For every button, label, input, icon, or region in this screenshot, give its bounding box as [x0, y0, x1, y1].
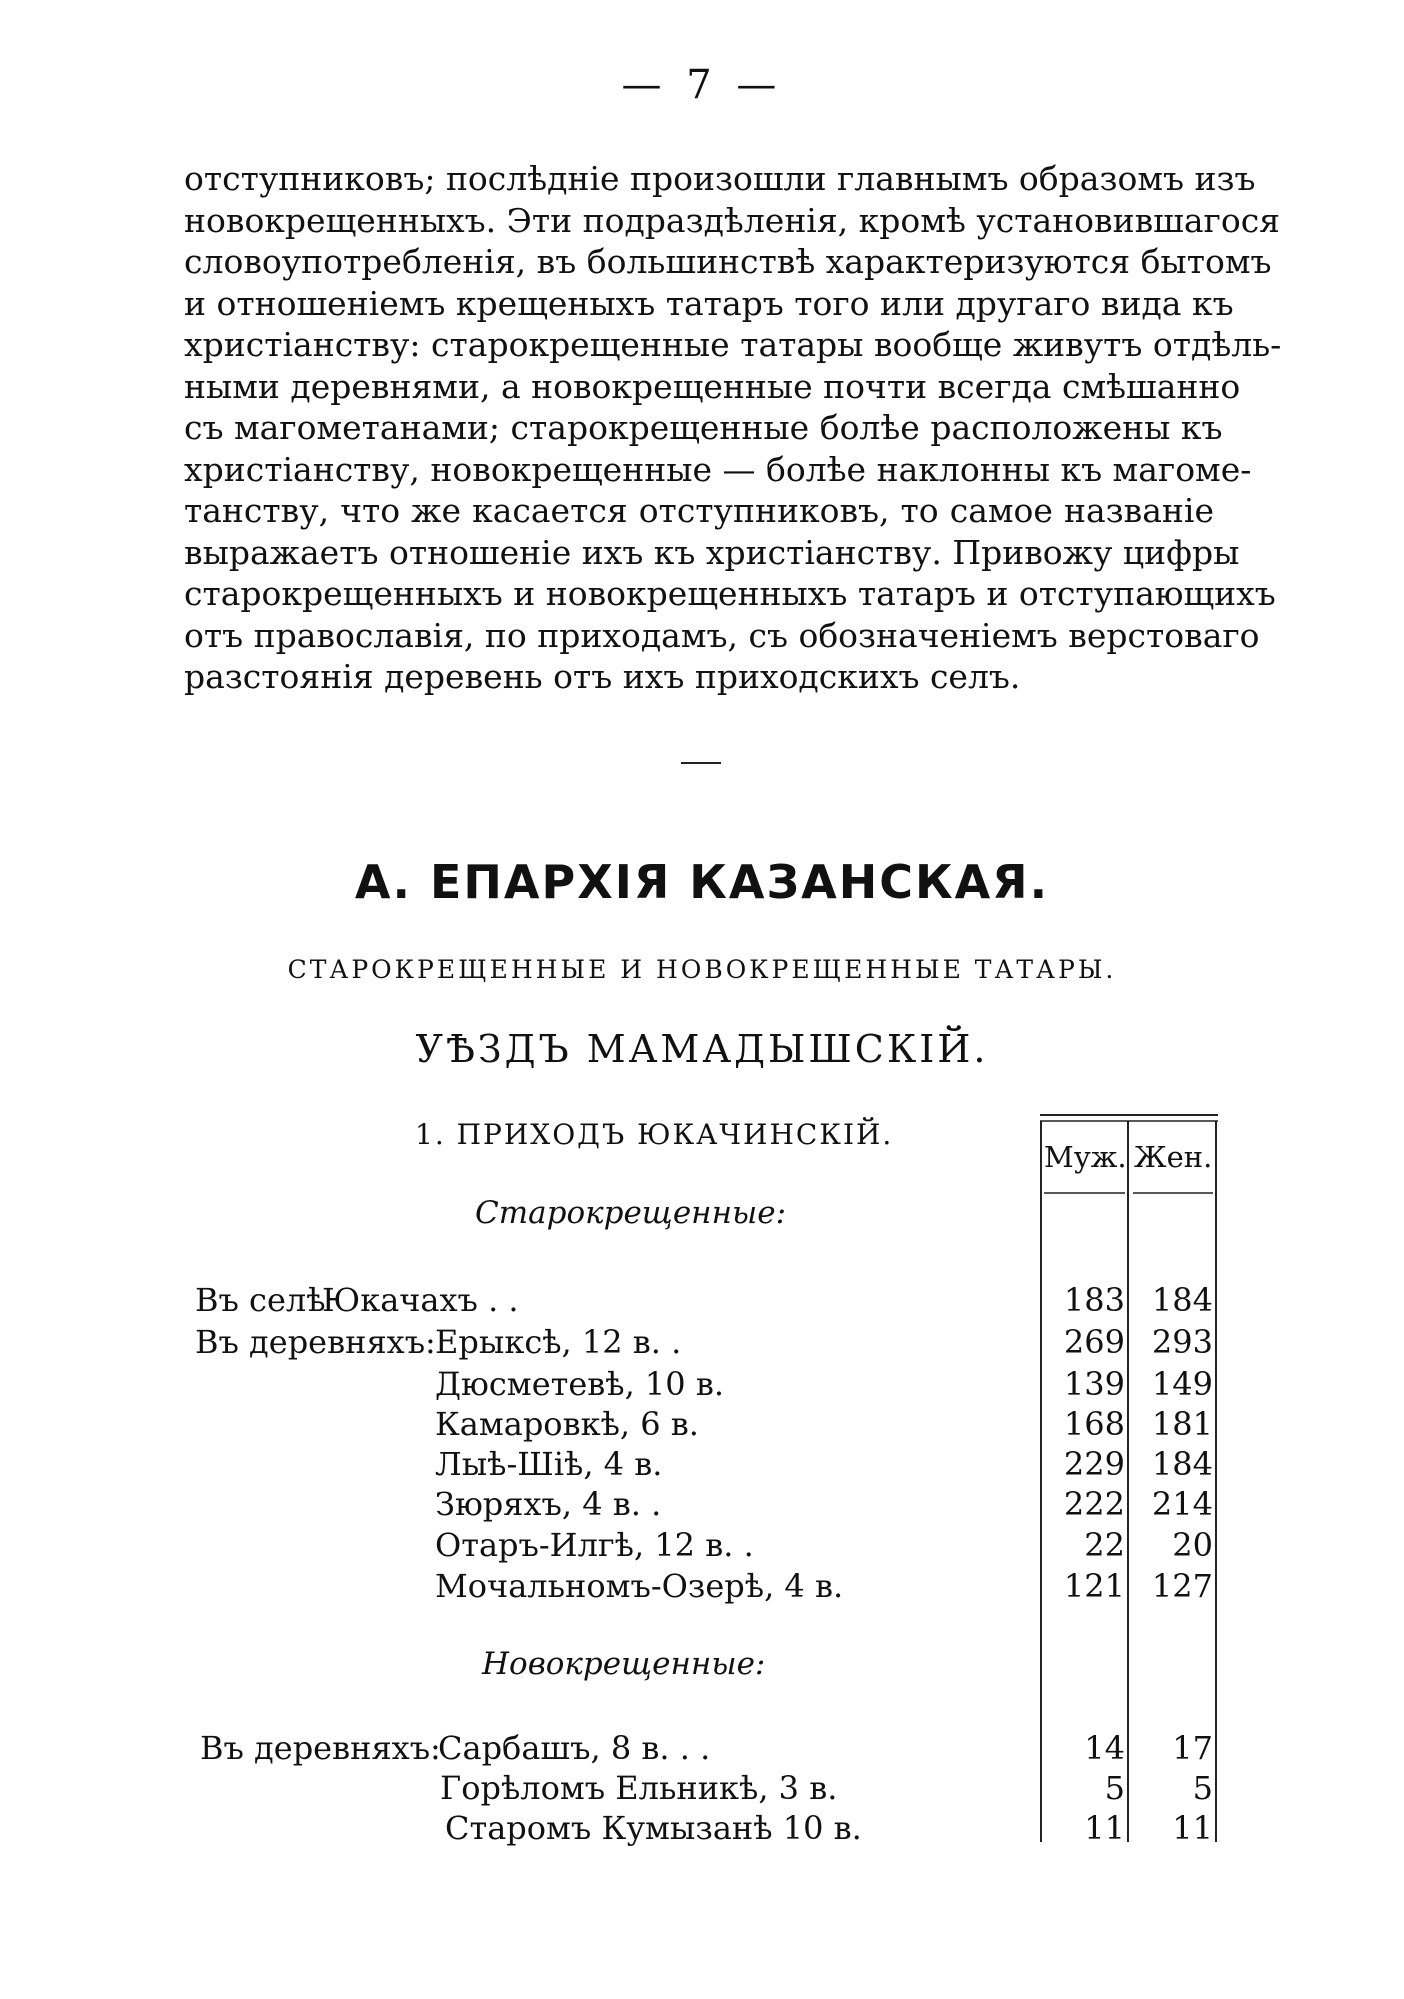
- column-header-women: Жен.: [1134, 1140, 1213, 1174]
- row-place: Зюряхъ, 4 в. .: [435, 1485, 662, 1523]
- text-line: и отношеніемъ крещеныхъ татаръ того или другаго вида къ: [184, 283, 1234, 323]
- table-row: [0, 1525, 1404, 1565]
- row-men: 5: [1104, 1769, 1125, 1807]
- text-line: танству, что же касается отступниковъ, то самое названіе: [184, 491, 1214, 530]
- group-title-new: Новокрещенные:: [482, 1646, 766, 1682]
- row-place: Старомъ Кумызанѣ 10 в.: [445, 1809, 862, 1847]
- row-men: 222: [1063, 1485, 1125, 1523]
- section-separator: [681, 762, 721, 764]
- group-title-old: Старокрещенные:: [475, 1195, 787, 1231]
- text-line: разстоянія деревень отъ ихъ приходскихъ селъ.: [184, 657, 1021, 696]
- row-women: 184: [1151, 1281, 1213, 1319]
- row-place: Камаровкѣ, 6 в.: [435, 1405, 699, 1443]
- row-lead: Въ деревняхъ:: [200, 1729, 441, 1767]
- row-lead: Въ деревняхъ:: [195, 1323, 436, 1361]
- table-row: [0, 1322, 1404, 1362]
- text-line: выражаетъ отношеніе ихъ къ христіанству. Привожу цифры: [184, 532, 1240, 572]
- table-row: [0, 1364, 1404, 1404]
- text-line: христіанству: старокрещенные татары вообще живутъ отдѣль-: [184, 325, 1282, 364]
- text-line: христіанству, новокрещенные — болѣе наклонны къ магоме-: [184, 449, 1252, 489]
- row-place: Лыѣ-Шіѣ, 4 в.: [435, 1445, 663, 1483]
- section-heading: А. ЕПАРХІЯ КАЗАНСКАЯ.: [354, 855, 1050, 909]
- table-row: [0, 1566, 1404, 1606]
- row-place: Дюсметевѣ, 10 в.: [435, 1365, 724, 1403]
- row-men: 139: [1063, 1365, 1125, 1403]
- row-men: 183: [1063, 1281, 1125, 1319]
- text-line: новокрещенныхъ. Эти подраздѣленія, кромѣ установившагося: [184, 200, 1280, 240]
- table-row: [0, 1404, 1404, 1444]
- row-women: 127: [1151, 1567, 1213, 1605]
- row-women: 20: [1172, 1526, 1213, 1564]
- row-place: Ерыксѣ, 12 в. .: [435, 1323, 682, 1361]
- row-place: Отаръ-Илгѣ, 12 в. .: [435, 1526, 754, 1564]
- row-men: 11: [1084, 1809, 1125, 1847]
- subheading: СТАРОКРЕЩЕННЫЕ И НОВОКРЕЩЕННЫЕ ТАТАРЫ.: [287, 955, 1117, 984]
- row-place: Горѣломъ Ельникѣ, 3 в.: [440, 1769, 838, 1807]
- row-women: 293: [1151, 1323, 1213, 1361]
- text-line: ными деревнями, а новокрещенные почти всегда смѣшанно: [184, 366, 1241, 406]
- body-paragraph: [184, 158, 1282, 698]
- text-line: съ магометанами; старокрещенные болѣе расположены къ: [184, 408, 1223, 447]
- row-men: 121: [1063, 1567, 1125, 1605]
- parish-title: 1. ПРИХОДЪ ЮКАЧИНСКІЙ.: [415, 1118, 894, 1151]
- row-men: 22: [1084, 1526, 1125, 1564]
- table-row: [0, 1728, 1404, 1768]
- row-women: 11: [1172, 1809, 1213, 1847]
- table-row: [0, 1768, 1404, 1808]
- row-women: 5: [1192, 1769, 1213, 1807]
- row-women: 184: [1151, 1445, 1213, 1483]
- row-women: 214: [1151, 1485, 1213, 1523]
- text-line: отступниковъ; послѣдніе произошли главнымъ образомъ изъ: [184, 159, 1256, 198]
- table-row: [0, 1280, 1404, 1320]
- row-men: 229: [1063, 1445, 1125, 1483]
- row-lead: Въ селѣ: [195, 1281, 326, 1319]
- text-line: отъ православія, по приходамъ, съ обозначеніемъ верстоваго: [184, 615, 1260, 655]
- page-number: — 7 —: [621, 62, 783, 108]
- row-place: Юкачахъ . .: [322, 1281, 519, 1319]
- text-line: старокрещенныхъ и новокрещенныхъ татаръ и отступающихъ: [184, 574, 1276, 613]
- row-women: 149: [1151, 1365, 1213, 1403]
- table-row: [0, 1444, 1404, 1484]
- row-place: Мочальномъ-Озерѣ, 4 в.: [435, 1567, 844, 1605]
- row-women: 181: [1151, 1405, 1213, 1443]
- table-row: [0, 1808, 1404, 1848]
- row-men: 269: [1063, 1323, 1125, 1361]
- row-men: 14: [1084, 1729, 1125, 1767]
- row-place: Сарбашъ, 8 в. . .: [438, 1729, 711, 1767]
- county-title: УѢЗДЪ МАМАДЫШСКІЙ.: [415, 1027, 989, 1071]
- table-row: [0, 1484, 1404, 1524]
- text-line: словоупотребленія, въ большинствѣ характеризуются бытомъ: [184, 242, 1272, 281]
- row-men: 168: [1063, 1405, 1125, 1443]
- column-header-men: Муж.: [1044, 1140, 1127, 1174]
- row-women: 17: [1172, 1729, 1213, 1767]
